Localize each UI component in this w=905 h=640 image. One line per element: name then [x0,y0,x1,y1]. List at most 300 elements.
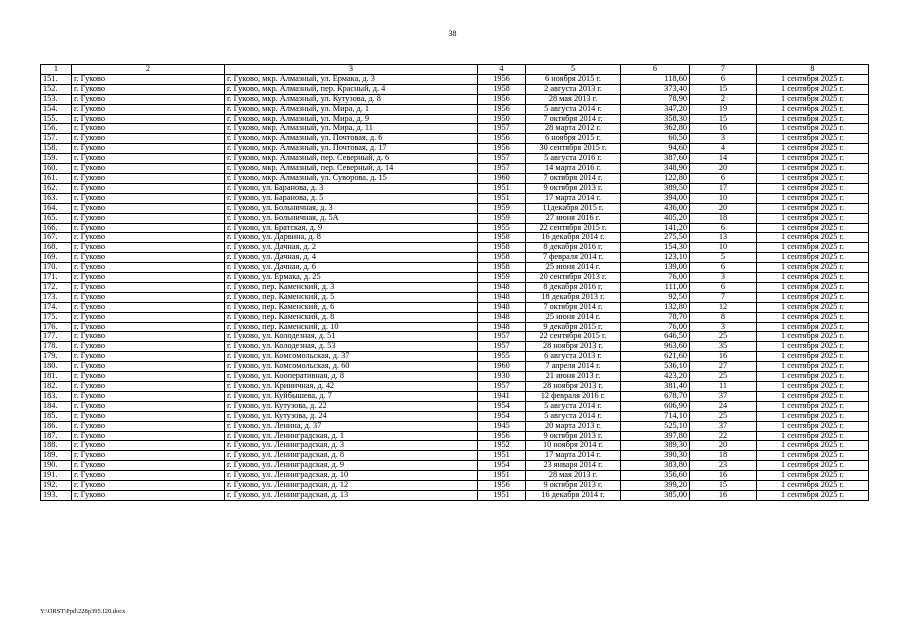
deadline-cell: 1 сентября 2025 г. [757,263,869,273]
survey-date-cell: 6 августа 2013 г. [526,352,621,362]
survey-date-cell: 16 декабря 2014 г. [526,490,621,500]
row-number-cell: 178. [41,342,72,352]
apartments-cell: 13 [690,233,757,243]
area-cell: 536,10 [621,362,690,372]
column-header-6: 6 [621,65,690,75]
address-cell: г. Гуково, мкр. Алмазный, ул. Мира, д. 11 [225,124,478,134]
survey-date-cell: 5 августа 2014 г. [526,411,621,421]
deadline-cell: 1 сентября 2025 г. [757,193,869,203]
row-number-cell: 157. [41,134,72,144]
city-cell: г. Гуково [72,322,225,332]
build-year-cell: 1951 [478,490,526,500]
build-year-cell: 1956 [478,481,526,491]
deadline-cell: 1 сентября 2025 г. [757,94,869,104]
deadline-cell: 1 сентября 2025 г. [757,401,869,411]
city-cell: г. Гуково [72,332,225,342]
table-row [41,223,869,233]
deadline-cell: 1 сентября 2025 г. [757,253,869,263]
address-cell: г. Гуково, мкр. Алмазный, ул. Мира, д. 9 [225,114,478,124]
apartments-cell: 37 [690,391,757,401]
apartments-cell: 8 [690,312,757,322]
table-row [41,253,869,263]
build-year-cell: 1960 [478,173,526,183]
table-row [41,312,869,322]
area-cell: 347,20 [621,104,690,114]
apartments-cell: 14 [690,154,757,164]
row-number-cell: 181. [41,372,72,382]
city-cell: г. Гуково [72,431,225,441]
row-number-cell: 174. [41,302,72,312]
apartments-cell: 18 [690,213,757,223]
deadline-cell: 1 сентября 2025 г. [757,282,869,292]
table-row [41,362,869,372]
survey-date-cell: 7 февраля 2014 г. [526,253,621,263]
apartments-cell: 11 [690,382,757,392]
area-cell: 118,60 [621,74,690,84]
deadline-cell: 1 сентября 2025 г. [757,451,869,461]
deadline-cell: 1 сентября 2025 г. [757,233,869,243]
table-row [41,94,869,104]
deadline-cell: 1 сентября 2025 г. [757,362,869,372]
address-cell: г. Гуково, пер. Каменский, д. 10 [225,322,478,332]
apartments-cell: 25 [690,372,757,382]
apartments-cell: 6 [690,223,757,233]
address-cell: г. Гуково, пер. Каменский, д. 8 [225,312,478,322]
table-row [41,243,869,253]
deadline-cell: 1 сентября 2025 г. [757,461,869,471]
table-row [41,421,869,431]
table-row [41,461,869,471]
survey-date-cell: 30 сентября 2015 г. [526,144,621,154]
city-cell: г. Гуково [72,362,225,372]
apartments-cell: 23 [690,461,757,471]
table-row [41,471,869,481]
build-year-cell: 1948 [478,302,526,312]
row-number-cell: 166. [41,223,72,233]
city-cell: г. Гуково [72,411,225,421]
city-cell: г. Гуково [72,292,225,302]
area-cell: 78,70 [621,312,690,322]
column-header-7: 7 [690,65,757,75]
table-row [41,114,869,124]
area-cell: 139,00 [621,263,690,273]
deadline-cell: 1 сентября 2025 г. [757,173,869,183]
table-row [41,203,869,213]
survey-date-cell: 14 марта 2016 г. [526,164,621,174]
apartments-cell: 20 [690,164,757,174]
city-cell: г. Гуково [72,213,225,223]
city-cell: г. Гуково [72,490,225,500]
deadline-cell: 1 сентября 2025 г. [757,84,869,94]
row-number-cell: 151. [41,74,72,84]
table-row [41,282,869,292]
apartments-cell: 10 [690,243,757,253]
row-number-cell: 159. [41,154,72,164]
apartments-cell: 20 [690,203,757,213]
city-cell: г. Гуково [72,451,225,461]
row-number-cell: 152. [41,84,72,94]
row-number-cell: 155. [41,114,72,124]
build-year-cell: 1956 [478,94,526,104]
row-number-cell: 172. [41,282,72,292]
header-row [41,65,869,75]
city-cell: г. Гуково [72,441,225,451]
row-number-cell: 153. [41,94,72,104]
city-cell: г. Гуково [72,253,225,263]
table-row [41,322,869,332]
city-cell: г. Гуково [72,471,225,481]
column-header-8: 8 [757,65,869,75]
apartments-cell: 2 [690,94,757,104]
address-cell: г. Гуково, ул. Колодезная, д. 51 [225,332,478,342]
build-year-cell: 1952 [478,441,526,451]
build-year-cell: 1957 [478,382,526,392]
deadline-cell: 1 сентября 2025 г. [757,292,869,302]
area-cell: 394,00 [621,193,690,203]
apartments-cell: 10 [690,193,757,203]
deadline-cell: 1 сентября 2025 г. [757,203,869,213]
survey-date-cell: 5 августа 2014 г. [526,104,621,114]
area-cell: 405,20 [621,213,690,223]
survey-date-cell: 28 мая 2013 г. [526,471,621,481]
survey-date-cell: 9 декабря 2015 г. [526,322,621,332]
survey-date-cell: 28 мая 2013 г. [526,94,621,104]
table-row [41,342,869,352]
deadline-cell: 1 сентября 2025 г. [757,441,869,451]
apartments-cell: 24 [690,401,757,411]
deadline-cell: 1 сентября 2025 г. [757,431,869,441]
area-cell: 389,30 [621,441,690,451]
build-year-cell: 1948 [478,282,526,292]
apartments-cell: 16 [690,124,757,134]
housing-register-table [40,64,869,501]
survey-date-cell: 25 июня 2014 г. [526,312,621,322]
build-year-cell: 1956 [478,134,526,144]
city-cell: г. Гуково [72,263,225,273]
survey-date-cell: 27 июня 2016 г. [526,213,621,223]
area-cell: 397,80 [621,431,690,441]
area-cell: 387,60 [621,154,690,164]
row-number-cell: 158. [41,144,72,154]
column-header-4: 4 [478,65,526,75]
survey-date-cell: 21 июня 2013 г. [526,372,621,382]
apartments-cell: 19 [690,104,757,114]
apartments-cell: 25 [690,332,757,342]
address-cell: г. Гуково, ул. Куйбышева, д. 7 [225,391,478,401]
table-row [41,124,869,134]
table-row [41,104,869,114]
apartments-cell: 6 [690,74,757,84]
row-number-cell: 182. [41,382,72,392]
city-cell: г. Гуково [72,481,225,491]
apartments-cell: 12 [690,302,757,312]
table-row [41,183,869,193]
build-year-cell: 1954 [478,461,526,471]
address-cell: г. Гуково, ул. Ленинградская, д. 3 [225,441,478,451]
area-cell: 621,60 [621,352,690,362]
deadline-cell: 1 сентября 2025 г. [757,411,869,421]
address-cell: г. Гуково, ул. Кооперативная, д. 8 [225,372,478,382]
table-row [41,263,869,273]
area-cell: 963,60 [621,342,690,352]
area-cell: 111,00 [621,282,690,292]
city-cell: г. Гуково [72,233,225,243]
table-row [41,173,869,183]
survey-date-cell: 28 марта 2012 г. [526,124,621,134]
area-cell: 606,90 [621,401,690,411]
address-cell: г. Гуково, ул. Дачная, д. 4 [225,253,478,263]
survey-date-cell: 28 ноября 2013 г. [526,382,621,392]
city-cell: г. Гуково [72,144,225,154]
row-number-cell: 191. [41,471,72,481]
row-number-cell: 164. [41,203,72,213]
deadline-cell: 1 сентября 2025 г. [757,183,869,193]
apartments-cell: 3 [690,322,757,332]
row-number-cell: 168. [41,243,72,253]
table-row [41,352,869,362]
city-cell: г. Гуково [72,114,225,124]
apartments-cell: 5 [690,253,757,263]
table-row [41,193,869,203]
row-number-cell: 165. [41,213,72,223]
apartments-cell: 15 [690,84,757,94]
city-cell: г. Гуково [72,372,225,382]
build-year-cell: 1958 [478,243,526,253]
area-cell: 348,90 [621,164,690,174]
area-cell: 385,00 [621,490,690,500]
city-cell: г. Гуково [72,312,225,322]
address-cell: г. Гуково, ул. Ленинградская, д. 13 [225,490,478,500]
survey-date-cell: 23 января 2014 г. [526,461,621,471]
city-cell: г. Гуково [72,94,225,104]
address-cell: г. Гуково, мкр. Алмазный, пер. Северный, д. 14 [225,164,478,174]
address-cell: г. Гуково, ул. Ленинградская, д. 1 [225,431,478,441]
deadline-cell: 1 сентября 2025 г. [757,471,869,481]
area-cell: 275,50 [621,233,690,243]
column-header-5: 5 [526,65,621,75]
deadline-cell: 1 сентября 2025 г. [757,302,869,312]
build-year-cell: 1960 [478,362,526,372]
page-number: 38 [448,29,457,38]
table-row [41,451,869,461]
build-year-cell: 1951 [478,193,526,203]
deadline-cell: 1 сентября 2025 г. [757,104,869,114]
address-cell: г. Гуково, ул. Криничная, д. 42 [225,382,478,392]
city-cell: г. Гуково [72,382,225,392]
survey-date-cell: 12 февраля 2016 г. [526,391,621,401]
table-row [41,490,869,500]
city-cell: г. Гуково [72,421,225,431]
apartments-cell: 3 [690,273,757,283]
row-number-cell: 177. [41,332,72,342]
table-row [41,431,869,441]
row-number-cell: 193. [41,490,72,500]
area-cell: 132,80 [621,302,690,312]
build-year-cell: 1957 [478,124,526,134]
apartments-cell: 16 [690,471,757,481]
address-cell: г. Гуково, мкр. Алмазный, пер. Красный, д. 4 [225,84,478,94]
city-cell: г. Гуково [72,391,225,401]
table-row [41,382,869,392]
build-year-cell: 1959 [478,273,526,283]
row-number-cell: 186. [41,421,72,431]
build-year-cell: 1958 [478,233,526,243]
deadline-cell: 1 сентября 2025 г. [757,273,869,283]
city-cell: г. Гуково [72,74,225,84]
table-row [41,134,869,144]
deadline-cell: 1 сентября 2025 г. [757,114,869,124]
area-cell: 141,20 [621,223,690,233]
row-number-cell: 167. [41,233,72,243]
area-cell: 60,50 [621,134,690,144]
apartments-cell: 6 [690,282,757,292]
survey-date-cell: 17 марта 2014 г. [526,193,621,203]
area-cell: 78,90 [621,94,690,104]
address-cell: г. Гуково, мкр. Алмазный, ул. Мира, д. 1 [225,104,478,114]
city-cell: г. Гуково [72,273,225,283]
area-cell: 678,70 [621,391,690,401]
column-header-3: 3 [225,65,478,75]
city-cell: г. Гуково [72,164,225,174]
row-number-cell: 160. [41,164,72,174]
survey-date-cell: 8 декабря 2016 г. [526,243,621,253]
build-year-cell: 1956 [478,144,526,154]
survey-date-cell: 6 ноября 2015 г. [526,74,621,84]
survey-date-cell: 17 марта 2014 г. [526,451,621,461]
survey-date-cell: 9 октября 2013 г. [526,481,621,491]
apartments-cell: 15 [690,114,757,124]
table-row [41,233,869,243]
area-cell: 358,30 [621,114,690,124]
table-row [41,213,869,223]
deadline-cell: 1 сентября 2025 г. [757,243,869,253]
row-number-cell: 187. [41,431,72,441]
deadline-cell: 1 сентября 2025 г. [757,490,869,500]
address-cell: г. Гуково, ул. Комсомольская, д. 60 [225,362,478,372]
row-number-cell: 184. [41,401,72,411]
table-row [41,332,869,342]
build-year-cell: 1959 [478,203,526,213]
city-cell: г. Гуково [72,223,225,233]
survey-date-cell: 20 марта 2013 г. [526,421,621,431]
deadline-cell: 1 сентября 2025 г. [757,372,869,382]
row-number-cell: 183. [41,391,72,401]
table-row [41,401,869,411]
apartments-cell: 6 [690,173,757,183]
column-header-1: 1 [41,65,72,75]
apartments-cell: 20 [690,441,757,451]
deadline-cell: 1 сентября 2025 г. [757,154,869,164]
table-body [41,74,869,500]
city-cell: г. Гуково [72,302,225,312]
address-cell: г. Гуково, ул. Ленинградская, д. 9 [225,461,478,471]
deadline-cell: 1 сентября 2025 г. [757,124,869,134]
deadline-cell: 1 сентября 2025 г. [757,223,869,233]
row-number-cell: 154. [41,104,72,114]
row-number-cell: 163. [41,193,72,203]
survey-date-cell: 5 августа 2016 г. [526,154,621,164]
deadline-cell: 1 сентября 2025 г. [757,391,869,401]
survey-date-cell: 25 июня 2014 г. [526,263,621,273]
address-cell: г. Гуково, ул. Кутузова, д. 22 [225,401,478,411]
area-cell: 362,80 [621,124,690,134]
build-year-cell: 1930 [478,372,526,382]
city-cell: г. Гуково [72,154,225,164]
build-year-cell: 1958 [478,263,526,273]
address-cell: г. Гуково, пер. Каменский, д. 3 [225,282,478,292]
build-year-cell: 1941 [478,391,526,401]
city-cell: г. Гуково [72,203,225,213]
deadline-cell: 1 сентября 2025 г. [757,382,869,392]
build-year-cell: 1955 [478,223,526,233]
address-cell: г. Гуково, ул. Больничная, д. 3 [225,203,478,213]
area-cell: 423,20 [621,372,690,382]
apartments-cell: 7 [690,292,757,302]
area-cell: 525,10 [621,421,690,431]
city-cell: г. Гуково [72,84,225,94]
survey-date-cell: 6 ноября 2015 г. [526,134,621,144]
table-row [41,273,869,283]
apartments-cell: 3 [690,134,757,144]
build-year-cell: 1956 [478,104,526,114]
deadline-cell: 1 сентября 2025 г. [757,481,869,491]
apartments-cell: 4 [690,144,757,154]
apartments-cell: 16 [690,352,757,362]
area-cell: 94,60 [621,144,690,154]
build-year-cell: 1957 [478,342,526,352]
table-row [41,481,869,491]
survey-date-cell: 18 декабря 2013 г. [526,292,621,302]
table-row [41,292,869,302]
address-cell: г. Гуково, ул. Дарвина, д. 8 [225,233,478,243]
city-cell: г. Гуково [72,193,225,203]
address-cell: г. Гуково, ул. Баранова, д. 5 [225,193,478,203]
area-cell: 154,30 [621,243,690,253]
survey-date-cell: 8 декабря 2016 г. [526,282,621,292]
address-cell: г. Гуково, мкр. Алмазный, ул. Почтовая, д. 6 [225,134,478,144]
city-cell: г. Гуково [72,401,225,411]
apartments-cell: 15 [690,481,757,491]
address-cell: г. Гуково, ул. Комсомольская, д. 37 [225,352,478,362]
apartments-cell: 6 [690,263,757,273]
survey-date-cell: 20 сентября 2013 г. [526,273,621,283]
row-number-cell: 169. [41,253,72,263]
row-number-cell: 162. [41,183,72,193]
area-cell: 383,80 [621,461,690,471]
row-number-cell: 170. [41,263,72,273]
row-number-cell: 189. [41,451,72,461]
build-year-cell: 1958 [478,253,526,263]
city-cell: г. Гуково [72,173,225,183]
table-row [41,441,869,451]
area-cell: 390,30 [621,451,690,461]
apartments-cell: 22 [690,431,757,441]
address-cell: г. Гуково, мкр. Алмазный, ул. Кутузова, д. 8 [225,94,478,104]
build-year-cell: 1948 [478,292,526,302]
apartments-cell: 35 [690,342,757,352]
row-number-cell: 180. [41,362,72,372]
address-cell: г. Гуково, ул. Ермака, д. 25 [225,273,478,283]
survey-date-cell: 7 апреля 2014 г. [526,362,621,372]
survey-date-cell: 7 октября 2014 г. [526,302,621,312]
address-cell: г. Гуково, ул. Ленина, д. 37 [225,421,478,431]
address-cell: г. Гуково, ул. Братская, д. 9 [225,223,478,233]
row-number-cell: 161. [41,173,72,183]
build-year-cell: 1955 [478,352,526,362]
table-row [41,74,869,84]
deadline-cell: 1 сентября 2025 г. [757,144,869,154]
row-number-cell: 176. [41,322,72,332]
